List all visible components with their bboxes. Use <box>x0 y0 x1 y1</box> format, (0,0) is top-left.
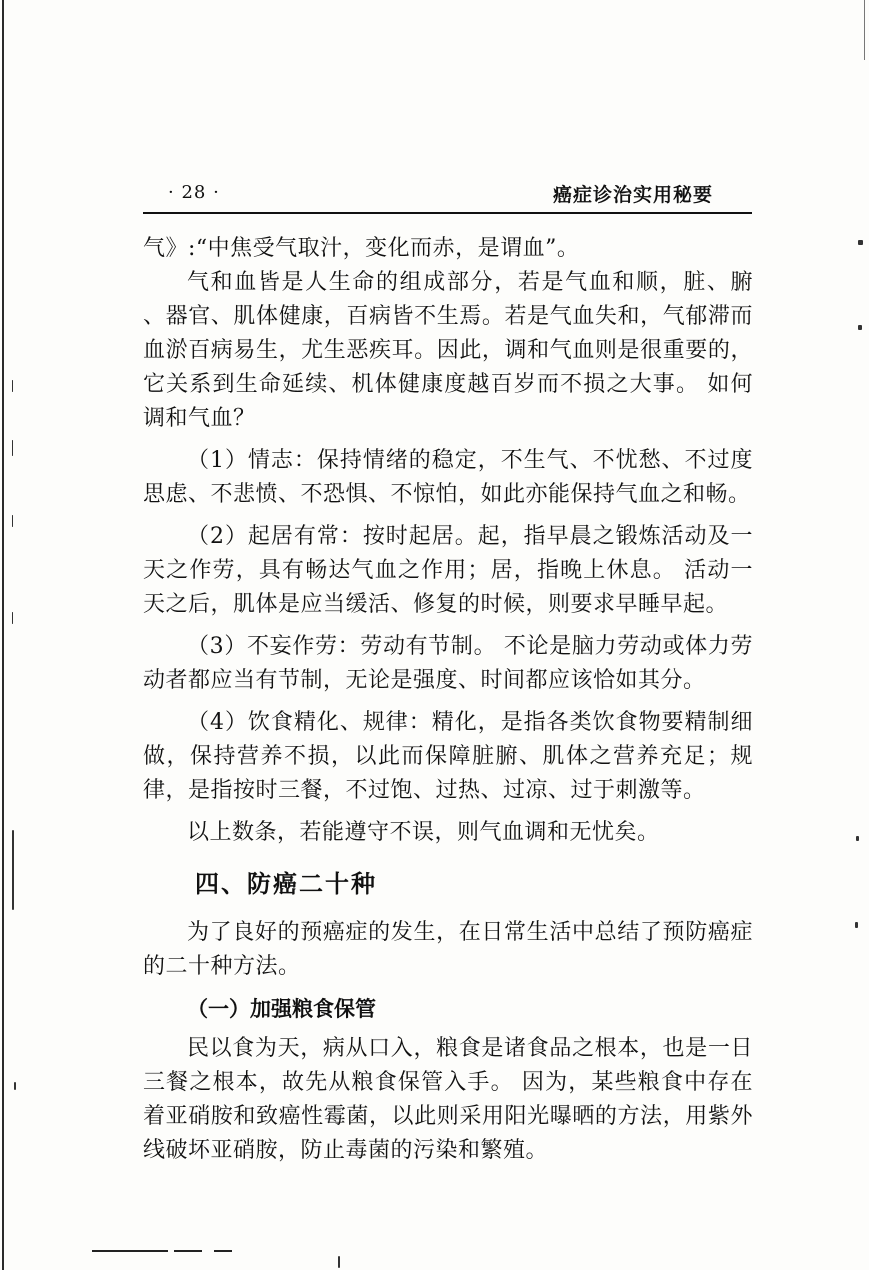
scan-speck <box>12 830 14 910</box>
paragraph-labor: （3）不妄作劳：劳动有节制。 不论是脑力劳动或体力劳动者都应当有节制，无论是强度、时间都应该恰如其分。 <box>143 634 753 693</box>
header-rule <box>143 212 752 214</box>
scan-speck <box>14 1082 16 1090</box>
page-body <box>143 232 753 1168</box>
scan-right-edge <box>864 0 865 60</box>
paragraph-summary: 以上数条，若能遵守不误，则气血调和无忧矣。 <box>187 820 660 845</box>
scan-speck <box>12 440 13 456</box>
scan-left-edge <box>2 0 4 1270</box>
paragraph-diet: （4）饮食精化、规律：精化，是指各类饮食物要精制细做，保持营养不损，以此而保障脏腑、肌体之营养充足；规律，是指按时三餐，不过饱、过热、过凉、过于刺激等。 <box>143 710 753 803</box>
scan-speck <box>858 240 863 245</box>
paragraph-intro: 为了良好的预癌症的发生，在日常生活中总结了预防癌症的二十种方法。 <box>143 920 753 979</box>
running-title: 癌症诊治实用秘要 <box>552 184 713 206</box>
footer-line <box>92 1250 168 1252</box>
scan-speck <box>12 380 13 392</box>
scan-speck <box>12 515 13 527</box>
section-heading: 四、防癌二十种 <box>195 869 377 898</box>
scan-speck <box>858 325 862 330</box>
page-header <box>143 180 753 210</box>
paragraph-qi-blood: 气和血皆是人生命的组成部分，若是气血和顺，脏、腑 、器官、肌体健康，百病皆不生焉。若是气血失和，气郁滞而血淤百病易生，尤生恶疾耳。因此，调和气血则是很重要的，它关系到生命延续、机体健康度越百岁而不损之大事。 如何调和气血？ <box>143 270 753 431</box>
scan-speck <box>855 922 858 928</box>
sub-heading: （一）加强粮食保管 <box>187 996 376 1021</box>
scan-speck <box>12 612 13 624</box>
paragraph-routine: （2）起居有常：按时起居。起，指早晨之锻炼活动及一天之作劳，具有畅达气血之作用；居，指晚上休息。 活动一天之后，肌体是应当缓活、修复的时候，则要求早睡早起。 <box>143 524 753 617</box>
scan-speck <box>338 1256 340 1268</box>
paragraph-continuation: 气》:“中焦受气取汁，变化而赤，是谓血”。 <box>143 236 580 261</box>
page-number: · 28 · <box>168 182 220 203</box>
paragraph-grain-storage: 民以食为天，病从口入，粮食是诸食品之根本，也是一日三餐之根本，故先从粮食保管入手。 因为，某些粮食中存在着亚硝胺和致癌性霉菌，以此则采用阳光曝晒的方法，用紫外线破坏亚硝胺，防止毒菌的污染和繁殖。 <box>143 1036 753 1163</box>
footer-line <box>174 1250 202 1252</box>
footer-line <box>214 1250 232 1252</box>
scan-speck <box>856 836 859 841</box>
paragraph-emotion: （1）情志：保持情绪的稳定，不生气、不忧愁、不过度思虑、不悲愤、不恐惧、不惊怕，如此亦能保持气血之和畅。 <box>143 448 753 507</box>
